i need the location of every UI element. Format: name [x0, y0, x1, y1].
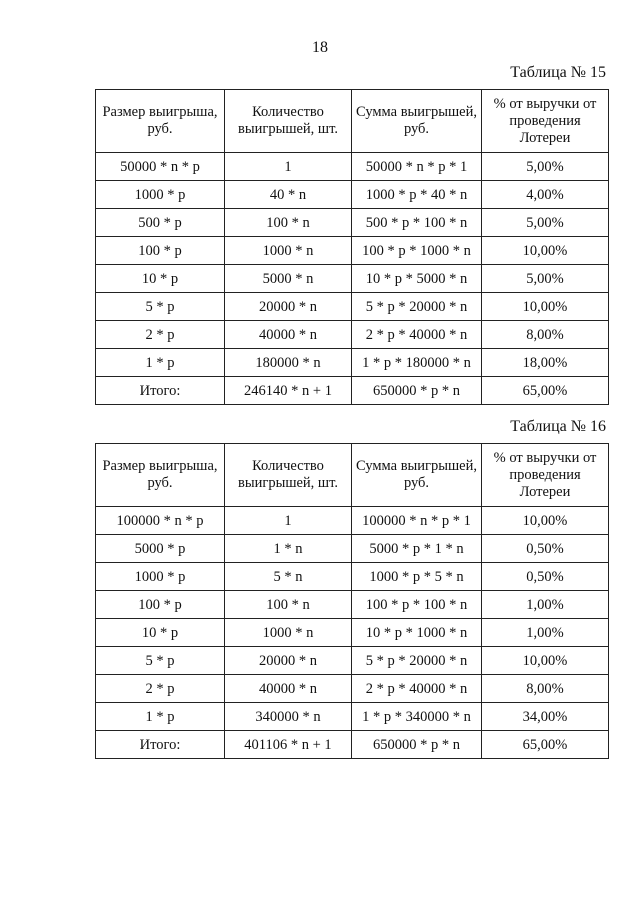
table-row [96, 535, 609, 563]
cell-prize-count: 100 * n [225, 591, 352, 619]
cell-prize-count: 340000 * n [225, 703, 352, 731]
table-row [96, 675, 609, 703]
cell-prize-sum: 650000 * p * n [352, 731, 482, 759]
table-row [96, 265, 609, 293]
header-prize-sum: Сумма выигрышей, руб. [352, 444, 482, 507]
header-revenue-percent: % от выручки от проведения Лотереи [482, 90, 609, 153]
header-prize-size: Размер выигрыша, руб. [96, 444, 225, 507]
total-row [96, 377, 609, 405]
table-row [96, 237, 609, 265]
cell-prize-size: 50000 * n * p [96, 153, 225, 181]
cell-prize-size: 10 * p [96, 265, 225, 293]
header-revenue-percent: % от выручки от проведения Лотереи [482, 444, 609, 507]
cell-revenue-percent: 8,00% [482, 321, 609, 349]
cell-revenue-percent: 0,50% [482, 563, 609, 591]
cell-prize-count: 40000 * n [225, 675, 352, 703]
cell-prize-size: 5 * p [96, 293, 225, 321]
cell-revenue-percent: 1,00% [482, 619, 609, 647]
cell-revenue-percent: 5,00% [482, 265, 609, 293]
cell-prize-size: 10 * p [96, 619, 225, 647]
cell-prize-sum: 10 * p * 5000 * n [352, 265, 482, 293]
cell-prize-sum: 1 * p * 180000 * n [352, 349, 482, 377]
cell-prize-size: 1000 * p [96, 563, 225, 591]
cell-prize-size: 500 * p [96, 209, 225, 237]
cell-prize-count: 5 * n [225, 563, 352, 591]
table-row [96, 321, 609, 349]
cell-prize-sum: 5000 * p * 1 * n [352, 535, 482, 563]
cell-revenue-percent: 18,00% [482, 349, 609, 377]
cell-prize-count: 1000 * n [225, 237, 352, 265]
cell-prize-size: 1 * p [96, 349, 225, 377]
cell-revenue-percent: 5,00% [482, 153, 609, 181]
cell-revenue-percent: 0,50% [482, 535, 609, 563]
cell-revenue-percent: 10,00% [482, 647, 609, 675]
cell-prize-size: Итого: [96, 731, 225, 759]
cell-revenue-percent: 10,00% [482, 293, 609, 321]
header-prize-count: Количество выигрышей, шт. [225, 444, 352, 507]
header-prize-count: Количество выигрышей, шт. [225, 90, 352, 153]
cell-prize-sum: 650000 * p * n [352, 377, 482, 405]
table-row [96, 153, 609, 181]
cell-prize-count: 180000 * n [225, 349, 352, 377]
cell-prize-sum: 5 * p * 20000 * n [352, 293, 482, 321]
cell-prize-size: 100 * p [96, 237, 225, 265]
cell-prize-count: 40 * n [225, 181, 352, 209]
prize-table-15 [95, 89, 609, 405]
table-row [96, 591, 609, 619]
cell-prize-count: 1 [225, 507, 352, 535]
table-row [96, 703, 609, 731]
cell-revenue-percent: 10,00% [482, 507, 609, 535]
table-row [96, 293, 609, 321]
table-row [96, 647, 609, 675]
cell-prize-sum: 2 * p * 40000 * n [352, 675, 482, 703]
cell-revenue-percent: 5,00% [482, 209, 609, 237]
table-caption-16: Таблица № 16 [510, 418, 606, 435]
table-caption-15: Таблица № 15 [510, 64, 606, 81]
table-row [96, 349, 609, 377]
cell-prize-size: 100000 * n * p [96, 507, 225, 535]
cell-prize-count: 1 [225, 153, 352, 181]
cell-prize-count: 1000 * n [225, 619, 352, 647]
cell-prize-sum: 1000 * p * 40 * n [352, 181, 482, 209]
cell-prize-count: 20000 * n [225, 647, 352, 675]
table-row [96, 209, 609, 237]
cell-prize-count: 5000 * n [225, 265, 352, 293]
cell-prize-size: 1000 * p [96, 181, 225, 209]
cell-prize-size: 5000 * p [96, 535, 225, 563]
page-number: 18 [312, 39, 328, 56]
cell-prize-count: 100 * n [225, 209, 352, 237]
header-prize-sum: Сумма выигрышей, руб. [352, 90, 482, 153]
cell-prize-size: 2 * p [96, 321, 225, 349]
cell-prize-sum: 1 * p * 340000 * n [352, 703, 482, 731]
table-row [96, 619, 609, 647]
cell-prize-size: 5 * p [96, 647, 225, 675]
cell-prize-sum: 10 * p * 1000 * n [352, 619, 482, 647]
table-header-row [96, 90, 609, 153]
cell-prize-sum: 1000 * p * 5 * n [352, 563, 482, 591]
cell-revenue-percent: 10,00% [482, 237, 609, 265]
cell-prize-sum: 5 * p * 20000 * n [352, 647, 482, 675]
cell-prize-sum: 100000 * n * p * 1 [352, 507, 482, 535]
cell-prize-count: 20000 * n [225, 293, 352, 321]
cell-prize-sum: 2 * p * 40000 * n [352, 321, 482, 349]
cell-prize-sum: 50000 * n * p * 1 [352, 153, 482, 181]
cell-prize-sum: 100 * p * 100 * n [352, 591, 482, 619]
cell-revenue-percent: 34,00% [482, 703, 609, 731]
cell-revenue-percent: 65,00% [482, 731, 609, 759]
cell-prize-sum: 100 * p * 1000 * n [352, 237, 482, 265]
prize-table-16 [95, 443, 609, 759]
cell-prize-count: 1 * n [225, 535, 352, 563]
table-row [96, 507, 609, 535]
cell-revenue-percent: 4,00% [482, 181, 609, 209]
cell-prize-sum: 500 * p * 100 * n [352, 209, 482, 237]
table-header-row [96, 444, 609, 507]
cell-prize-size: 2 * p [96, 675, 225, 703]
total-row [96, 731, 609, 759]
cell-revenue-percent: 1,00% [482, 591, 609, 619]
cell-prize-size: 1 * p [96, 703, 225, 731]
cell-revenue-percent: 8,00% [482, 675, 609, 703]
table-row [96, 181, 609, 209]
cell-prize-size: 100 * p [96, 591, 225, 619]
cell-prize-count: 401106 * n + 1 [225, 731, 352, 759]
cell-prize-size: Итого: [96, 377, 225, 405]
header-prize-size: Размер выигрыша, руб. [96, 90, 225, 153]
cell-revenue-percent: 65,00% [482, 377, 609, 405]
table-row [96, 563, 609, 591]
cell-prize-count: 246140 * n + 1 [225, 377, 352, 405]
cell-prize-count: 40000 * n [225, 321, 352, 349]
